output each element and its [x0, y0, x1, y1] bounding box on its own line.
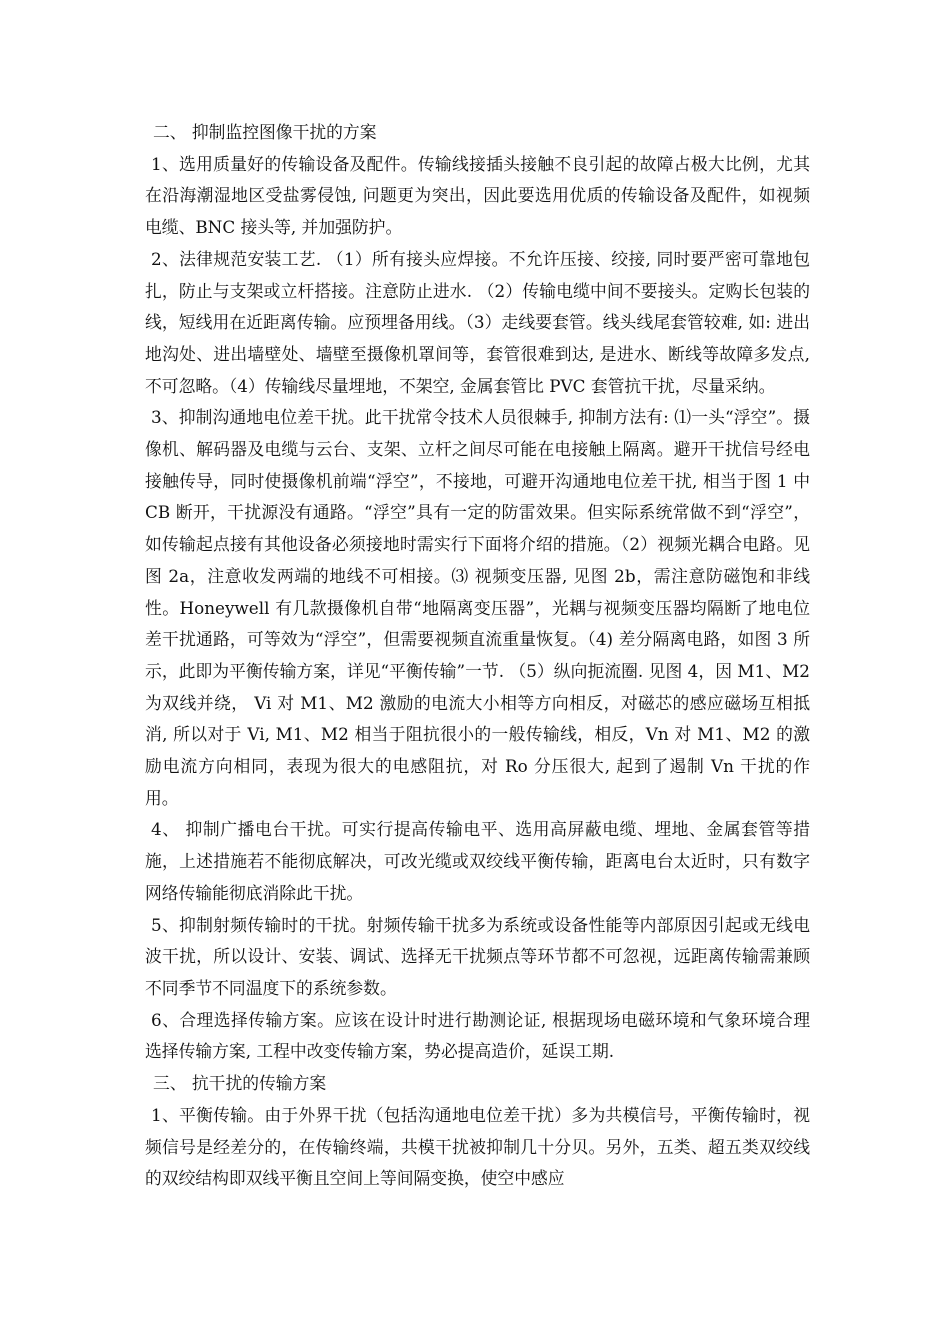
paragraph-item-1: 1、选用质量好的传输设备及配件。传输线接插头接触不良引起的故障占极大比例，尤其在沿海潮湿地区受盐雾侵蚀, 问题更为突出，因此要选用优质的传输设备及配件，如视频电缆、BNC 接头等, 并加强防护。 [145, 153, 810, 238]
paragraph-item-2: 2、法律规范安装工艺. （1）所有接头应焊接。不允许压接、绞接, 同时要严密可靠地包扎，防止与支架或立杆搭接。注意防止进水. （2）传输电缆中间不要接头。定购长包装的线，短线用在近距离传输。应预埋备用线。（3）走线要套管。线头线尾套管较难, 如: 进出地沟处、进出墙壁处、墙壁至摄像机罩间等，套管很难到达, 是进水、断线等故障多发点, 不可忽略。（4）传输线尽量埋地，不架空, 金属套管比 PVC 套管抗干扰，尽量采纳。 [145, 248, 810, 396]
section-heading-2: 二、 抑制监控图像干扰的方案 [153, 122, 377, 142]
paragraph-item-4: 4、 抑制广播电台干扰。可实行提高传输电平、选用高屏蔽电缆、埋地、金属套管等措施，上述措施若不能彻底解决，可改光缆或双绞线平衡传输，距离电台太近时，只有数字网络传输能彻底消除此干扰。 [145, 819, 810, 903]
paragraph-item-6: 6、合理选择传输方案。应该在设计时进行勘测论证, 根据现场电磁环境和气象环境合理选择传输方案, 工程中改变传输方案，势必提高造价，延误工期. [145, 1009, 810, 1062]
document-page [145, 117, 810, 1195]
paragraph-item-3: 3、抑制沟通地电位差干扰。此干扰常令技术人员很棘手, 抑制方法有: ⑴一头“浮空”。摄像机、解码器及电缆与云台、支架、立杆之间尽可能在电接触上隔离。避开干扰信号经电接触传导，同时使摄像机前端“浮空”，不接地，可避开沟通地电位差干扰, 相当于图 1 中 CB 断开，干扰源没有通路。“浮空”具有一定的防雷效果。但实际系统常做不到“浮空”，如传输起点接有其他设备必须接地时需实行下面将介绍的措施。（2）视频光耦合电路。见图 2a，注意收发两端的地线不可相接。⑶ 视频变压器, 见图 2b，需注意防磁饱和非线性。Honeywell 有几款摄像机自带“地隔离变压器”，光耦与视频变压器均隔断了地电位差干扰通路，可等效为“浮空”，但需要视频直流重量恢复。（4) 差分隔离电路，如图 3 所示，此即为平衡传输方案，详见“平衡传输”一节. （5）纵向扼流圈. 见图 4，因 M1、M2 为双线并绕， Vi 对 M1、M2 激励的电流大小相等方向相反，对磁芯的感应磁场互相抵消, 所以对于 Vi, M1、M2 相当于阻抗很小的一般传输线，相反，Vn 对 M1、M2 的激励电流方向相同，表现为很大的电感阻抗，对 Ro 分压很大, 起到了遏制 Vn 干扰的作用。 [145, 407, 810, 808]
paragraph-item-7: 1、平衡传输。由于外界干扰（包括沟通地电位差干扰）多为共模信号，平衡传输时，视频信号是经差分的，在传输终端，共模干扰被抑制几十分贝。另外，五类、超五类双绞线的双绞结构即双线平衡且空间上等间隔变换，使空中感应 [145, 1104, 810, 1189]
paragraph-item-5: 5、抑制射频传输时的干扰。射频传输干扰多为系统或设备性能等内部原因引起或无线电波干扰，所以设计、安装、调试、选择无干扰频点等环节都不可忽视，远距离传输需兼顾不同季节不同温度下的系统参数。 [145, 914, 810, 998]
section-heading-3: 三、 抗干扰的传输方案 [153, 1073, 327, 1094]
